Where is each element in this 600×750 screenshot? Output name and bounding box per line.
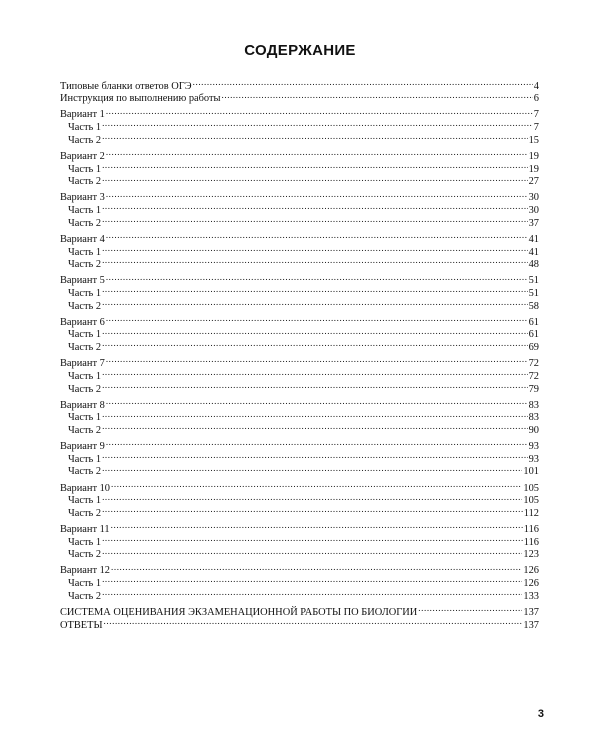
toc-part-entry[interactable] bbox=[60, 462, 539, 478]
toc-variant-entry[interactable] bbox=[60, 146, 539, 162]
dot-leader bbox=[102, 159, 528, 172]
entry-title: Вариант 10 bbox=[60, 482, 110, 494]
dot-leader bbox=[111, 478, 522, 491]
entry-title: Часть 1 bbox=[68, 163, 102, 175]
entry-page-number: 15 bbox=[528, 134, 539, 146]
dot-leader bbox=[102, 586, 522, 599]
entry-title: Вариант 2 bbox=[60, 150, 105, 162]
entry-title: Часть 1 bbox=[68, 370, 102, 382]
entry-page-number: 19 bbox=[528, 150, 539, 162]
entry-title: Часть 1 bbox=[68, 578, 102, 590]
entry-page-number: 58 bbox=[528, 300, 539, 312]
toc-variant-entry[interactable] bbox=[60, 519, 539, 535]
toc-variant-entry[interactable] bbox=[60, 436, 539, 453]
dot-leader bbox=[102, 200, 528, 213]
entry-title: Вариант 4 bbox=[60, 233, 105, 245]
entry-page-number: 123 bbox=[523, 549, 539, 561]
toc-part-entry[interactable] bbox=[60, 408, 539, 424]
toc-part-entry[interactable] bbox=[60, 255, 539, 271]
dot-leader bbox=[102, 491, 522, 504]
entry-page-number: 137 bbox=[523, 619, 539, 631]
entry-title: Вариант 11 bbox=[60, 523, 110, 535]
entry-title: Часть 2 bbox=[68, 176, 102, 188]
toc-variant-entry[interactable] bbox=[60, 312, 539, 328]
toc-part-entry[interactable] bbox=[60, 172, 539, 188]
entry-title: Вариант 12 bbox=[60, 565, 110, 577]
entry-title: СИСТЕМА ОЦЕНИВАНИЯ ЭКЗАМЕНАЦИОННОЙ РАБОТЫ ПО БИОЛОГИИ bbox=[60, 606, 418, 618]
dot-leader bbox=[106, 146, 528, 159]
toc-variant-entry[interactable] bbox=[60, 353, 539, 370]
dot-leader bbox=[102, 296, 528, 309]
toc-part-entry[interactable] bbox=[60, 503, 539, 519]
entry-page-number: 7 bbox=[533, 109, 539, 121]
toc-part-entry[interactable] bbox=[60, 420, 539, 436]
dot-leader bbox=[102, 573, 522, 586]
entry-title: Типовые бланки ответов ОГЭ bbox=[60, 80, 192, 92]
entry-title: Часть 2 bbox=[68, 507, 102, 519]
dot-leader bbox=[102, 462, 522, 475]
dot-leader bbox=[222, 89, 533, 102]
toc-part-entry[interactable] bbox=[60, 532, 539, 548]
dot-leader bbox=[102, 325, 528, 338]
entry-title: Вариант 8 bbox=[60, 399, 105, 411]
entry-title: Часть 2 bbox=[68, 466, 102, 478]
dot-leader bbox=[111, 519, 523, 532]
entry-page-number: 4 bbox=[533, 80, 539, 92]
entry-page-number: 112 bbox=[523, 507, 539, 519]
toc-part-entry[interactable] bbox=[60, 337, 539, 354]
entry-title: Вариант 1 bbox=[60, 109, 105, 121]
toc-part-entry[interactable] bbox=[60, 573, 539, 590]
entry-title: Часть 2 bbox=[68, 425, 102, 436]
entry-title: Часть 2 bbox=[68, 590, 102, 602]
entry-title: Инструкция по выполнению работы bbox=[60, 93, 221, 105]
entry-title: Часть 1 bbox=[68, 495, 102, 507]
entry-page-number: 48 bbox=[528, 259, 539, 271]
entry-page-number: 30 bbox=[528, 205, 539, 217]
entry-title: Часть 1 bbox=[68, 412, 102, 424]
entry-page-number: 105 bbox=[523, 495, 539, 507]
entry-page-number: 27 bbox=[528, 176, 539, 188]
dot-leader bbox=[106, 353, 528, 366]
entry-page-number: 90 bbox=[528, 425, 539, 436]
entry-page-number: 61 bbox=[528, 329, 539, 341]
dot-leader bbox=[104, 615, 523, 628]
dot-leader bbox=[102, 337, 528, 350]
dot-leader bbox=[102, 255, 528, 268]
entry-page-number: 41 bbox=[528, 246, 539, 258]
dot-leader bbox=[102, 130, 528, 143]
entry-title: Часть 1 bbox=[68, 287, 102, 299]
entry-page-number: 79 bbox=[528, 383, 539, 395]
entry-title: Часть 2 bbox=[68, 549, 102, 561]
dot-leader bbox=[102, 117, 533, 130]
toc-part-entry[interactable] bbox=[60, 242, 539, 258]
toc-entry[interactable] bbox=[60, 602, 539, 618]
toc-part-entry[interactable] bbox=[60, 366, 539, 382]
toc-part-entry[interactable] bbox=[60, 200, 539, 217]
entry-page-number: 72 bbox=[528, 358, 539, 370]
entry-page-number: 137 bbox=[523, 606, 539, 618]
entry-title: Часть 1 bbox=[68, 122, 102, 134]
dot-leader bbox=[106, 229, 528, 242]
dot-leader bbox=[102, 449, 528, 462]
toc-part-entry[interactable] bbox=[60, 159, 539, 175]
entry-page-number: 72 bbox=[528, 370, 539, 382]
entry-title: Вариант 9 bbox=[60, 441, 105, 453]
entry-page-number: 83 bbox=[528, 412, 539, 424]
entry-title: Часть 2 bbox=[68, 383, 102, 395]
dot-leader bbox=[102, 213, 528, 226]
entry-page-number: 126 bbox=[523, 578, 539, 590]
entry-page-number: 116 bbox=[523, 536, 539, 548]
dot-leader bbox=[102, 366, 528, 379]
toc-part-entry[interactable] bbox=[60, 449, 539, 465]
entry-page-number: 37 bbox=[528, 217, 539, 229]
table-of-contents bbox=[60, 76, 539, 631]
toc-part-entry[interactable] bbox=[60, 491, 539, 507]
toc-part-entry[interactable] bbox=[60, 379, 539, 395]
entry-page-number: 19 bbox=[528, 163, 539, 175]
entry-page-number: 101 bbox=[523, 466, 539, 478]
entry-title: Вариант 3 bbox=[60, 192, 105, 204]
dot-leader bbox=[418, 602, 522, 615]
toc-variant-entry[interactable] bbox=[60, 478, 539, 494]
entry-title: Вариант 6 bbox=[60, 316, 105, 328]
toc-part-entry[interactable] bbox=[60, 117, 539, 134]
entry-title: Часть 2 bbox=[68, 134, 102, 146]
toc-part-entry[interactable] bbox=[60, 296, 539, 312]
page-title: СОДЕРЖАНИЕ bbox=[244, 42, 356, 59]
entry-page-number: 6 bbox=[533, 93, 539, 105]
toc-entry[interactable] bbox=[60, 615, 539, 631]
dot-leader bbox=[106, 312, 528, 325]
dot-leader bbox=[106, 188, 528, 201]
entry-page-number: 7 bbox=[533, 122, 539, 134]
dot-leader bbox=[102, 408, 528, 421]
toc-part-entry[interactable] bbox=[60, 586, 539, 602]
entry-page-number: 133 bbox=[523, 590, 539, 602]
toc-variant-entry[interactable] bbox=[60, 105, 539, 121]
toc-entry[interactable] bbox=[60, 76, 539, 92]
dot-leader bbox=[111, 561, 522, 574]
dot-leader bbox=[102, 242, 528, 255]
entry-page-number: 93 bbox=[528, 441, 539, 453]
entry-page-number: 41 bbox=[528, 233, 539, 245]
dot-leader bbox=[102, 532, 523, 545]
dot-leader bbox=[102, 172, 528, 185]
entry-page-number: 126 bbox=[523, 565, 539, 577]
entry-title: Часть 2 bbox=[68, 217, 102, 229]
entry-title: Часть 2 bbox=[68, 342, 102, 354]
entry-page-number: 61 bbox=[528, 316, 539, 328]
dot-leader bbox=[106, 395, 528, 408]
dot-leader bbox=[102, 379, 528, 392]
entry-title: Часть 2 bbox=[68, 300, 102, 312]
toc-part-entry[interactable] bbox=[60, 545, 539, 561]
entry-title: Часть 2 bbox=[68, 259, 102, 271]
toc-variant-entry[interactable] bbox=[60, 561, 539, 577]
entry-page-number: 93 bbox=[528, 453, 539, 465]
entry-title: Часть 1 bbox=[68, 205, 102, 217]
entry-page-number: 83 bbox=[528, 399, 539, 411]
toc-part-entry[interactable] bbox=[60, 325, 539, 341]
dot-leader bbox=[102, 283, 528, 296]
entry-title: Часть 1 bbox=[68, 329, 102, 341]
toc-variant-entry[interactable] bbox=[60, 229, 539, 245]
page-number: 3 bbox=[537, 708, 544, 720]
dot-leader bbox=[102, 545, 522, 558]
toc-variant-entry[interactable] bbox=[60, 271, 539, 287]
entry-page-number: 69 bbox=[528, 342, 539, 354]
toc-variant-entry[interactable] bbox=[60, 395, 539, 411]
entry-title: Часть 1 bbox=[68, 453, 102, 465]
dot-leader bbox=[106, 436, 528, 449]
toc-variant-entry[interactable] bbox=[60, 188, 539, 204]
entry-title: ОТВЕТЫ bbox=[60, 619, 103, 631]
dot-leader bbox=[193, 76, 533, 89]
entry-title: Часть 1 bbox=[68, 246, 102, 258]
entry-page-number: 30 bbox=[528, 192, 539, 204]
entry-page-number: 116 bbox=[523, 523, 539, 535]
entry-page-number: 51 bbox=[528, 287, 539, 299]
dot-leader bbox=[106, 105, 533, 118]
entry-title: Вариант 5 bbox=[60, 275, 105, 287]
entry-title: Вариант 7 bbox=[60, 358, 105, 370]
dot-leader bbox=[102, 503, 523, 516]
dot-leader bbox=[106, 271, 528, 284]
toc-part-entry[interactable] bbox=[60, 130, 539, 146]
dot-leader bbox=[102, 420, 528, 433]
toc-part-entry[interactable] bbox=[60, 213, 539, 229]
entry-page-number: 105 bbox=[523, 482, 539, 494]
entry-page-number: 51 bbox=[528, 275, 539, 287]
entry-title: Часть 1 bbox=[68, 536, 102, 548]
toc-part-entry[interactable] bbox=[60, 283, 539, 299]
